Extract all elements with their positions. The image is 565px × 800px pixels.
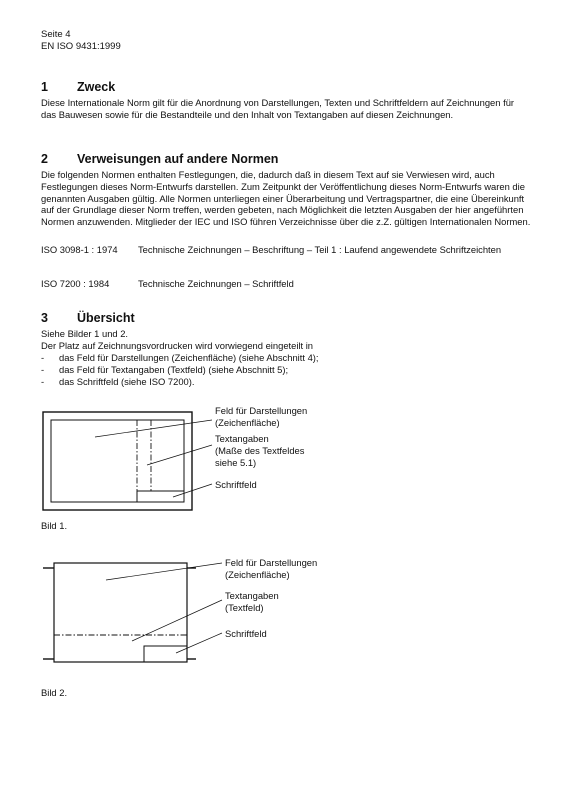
section-1-text: Diese Internationale Norm gilt für die Anordnung von Darstellungen, Texten und Schriftfeldern auf Zeichnungen für das Bauwesen sowie für die Bestandteile und den Inhalt von Textangaben auf diesen Zeichnungen. (41, 97, 515, 120)
list-bullet: - (41, 375, 45, 387)
section-3-number: 3 (41, 311, 48, 325)
section-3-line-2: Der Platz auf Zeichnungsvordrucken wird vorwiegend eingeteilt in (41, 340, 314, 351)
section-2-title: Verweisungen auf andere Normen (77, 152, 279, 166)
list-bullet: - (41, 352, 45, 363)
list-item (41, 376, 319, 388)
list-bullet: - (41, 363, 45, 375)
figure-2-label-drawing-area-sub: (Zeichenfläche) (225, 569, 290, 580)
figure-1-label-title-block: Schriftfeld (215, 479, 257, 490)
list-item (41, 352, 319, 364)
figure-2-label-drawing-area: Feld für Darstellungen (225, 557, 318, 568)
figure-1-label-drawing-area: Feld für Darstellungen (215, 405, 308, 416)
section-1-number: 1 (41, 80, 48, 94)
figure-1-drawing-frame (51, 420, 184, 502)
figure-2-leader-text (132, 600, 222, 641)
reference-title: Technische Zeichnungen – Beschriftung – Teil 1 : Laufend angewendete Schriftzeichten (138, 244, 502, 255)
reference-code: ISO 3098-1 : 1974 (41, 244, 118, 255)
page-number: Seite 4 (41, 29, 71, 40)
figure-2-leader-drawing (106, 563, 222, 580)
figure-1-leader-title-block (173, 484, 212, 497)
figure-1-label-text-field: Textangaben (215, 433, 269, 444)
figure-1-leader-drawing (95, 420, 212, 437)
figure-2-title-block (144, 646, 187, 662)
figure-2-label-text-field-sub: (Textfeld) (225, 602, 264, 613)
figure-2-drawing-frame (54, 563, 187, 662)
section-2-number: 2 (41, 152, 48, 166)
list-item-text: das Schriftfeld (siehe ISO 7200). (59, 375, 195, 387)
list-item-text: das Feld für Darstellungen (Zeichenfläche) (siehe Abschnitt 4); (59, 352, 319, 363)
figure-2-label-title-block: Schriftfeld (225, 628, 267, 639)
list-item (41, 364, 319, 376)
reference-title: Technische Zeichnungen – Schriftfeld (138, 278, 294, 289)
section-3-title: Übersicht (77, 311, 135, 325)
document-id: EN ISO 9431:1999 (41, 41, 121, 52)
figure-2-label-text-field: Textangaben (225, 590, 279, 601)
figure-2-caption: Bild 2. (41, 687, 68, 698)
figure-1-label-drawing-area-sub: (Zeichenfläche) (215, 417, 280, 428)
list-item-text: das Feld für Textangaben (Textfeld) (siehe Abschnitt 5); (59, 363, 289, 375)
figure-1-leader-text (147, 445, 212, 465)
figure-1-sheet-border (43, 412, 192, 510)
figure-1-caption: Bild 1. (41, 520, 68, 531)
figure-2-leader-title-block (176, 633, 222, 653)
figure-1-label-text-field-sub: (Maße des Textfeldes (215, 445, 305, 456)
layout-area-list (41, 352, 319, 387)
section-2-text: Die folgenden Normen enthalten Festlegungen, die, dadurch daß in diesem Text auf sie Verwiesen wird, auch Festlegungen dieses Norm-Entwurfs darstellen. Zum Zeitpunkt der Veröffentlichung dieses Norm-Entwurfs waren die genannten Ausgaben gültig. Alle Normen unterliegen einer Überarbeitung und Vertragspartner, die eine Übereinkunft auf der Grundlage dieser Norm treffen, werden gebeten, nach Möglichkeit die letzten Ausgaben der hier angeführten Normen anzuwenden. Mitglieder der IEC und ISO führen Verzeichnisse über die z.Z. gültigen Internationalen Normen. (41, 169, 531, 228)
figure-1-label-text-field-sub: siehe 5.1) (215, 457, 257, 468)
reference-code: ISO 7200 : 1984 (41, 278, 110, 289)
section-3-line-1: Siehe Bilder 1 und 2. (41, 328, 129, 339)
figure-1-title-block (137, 491, 184, 502)
section-1-title: Zweck (77, 80, 116, 94)
